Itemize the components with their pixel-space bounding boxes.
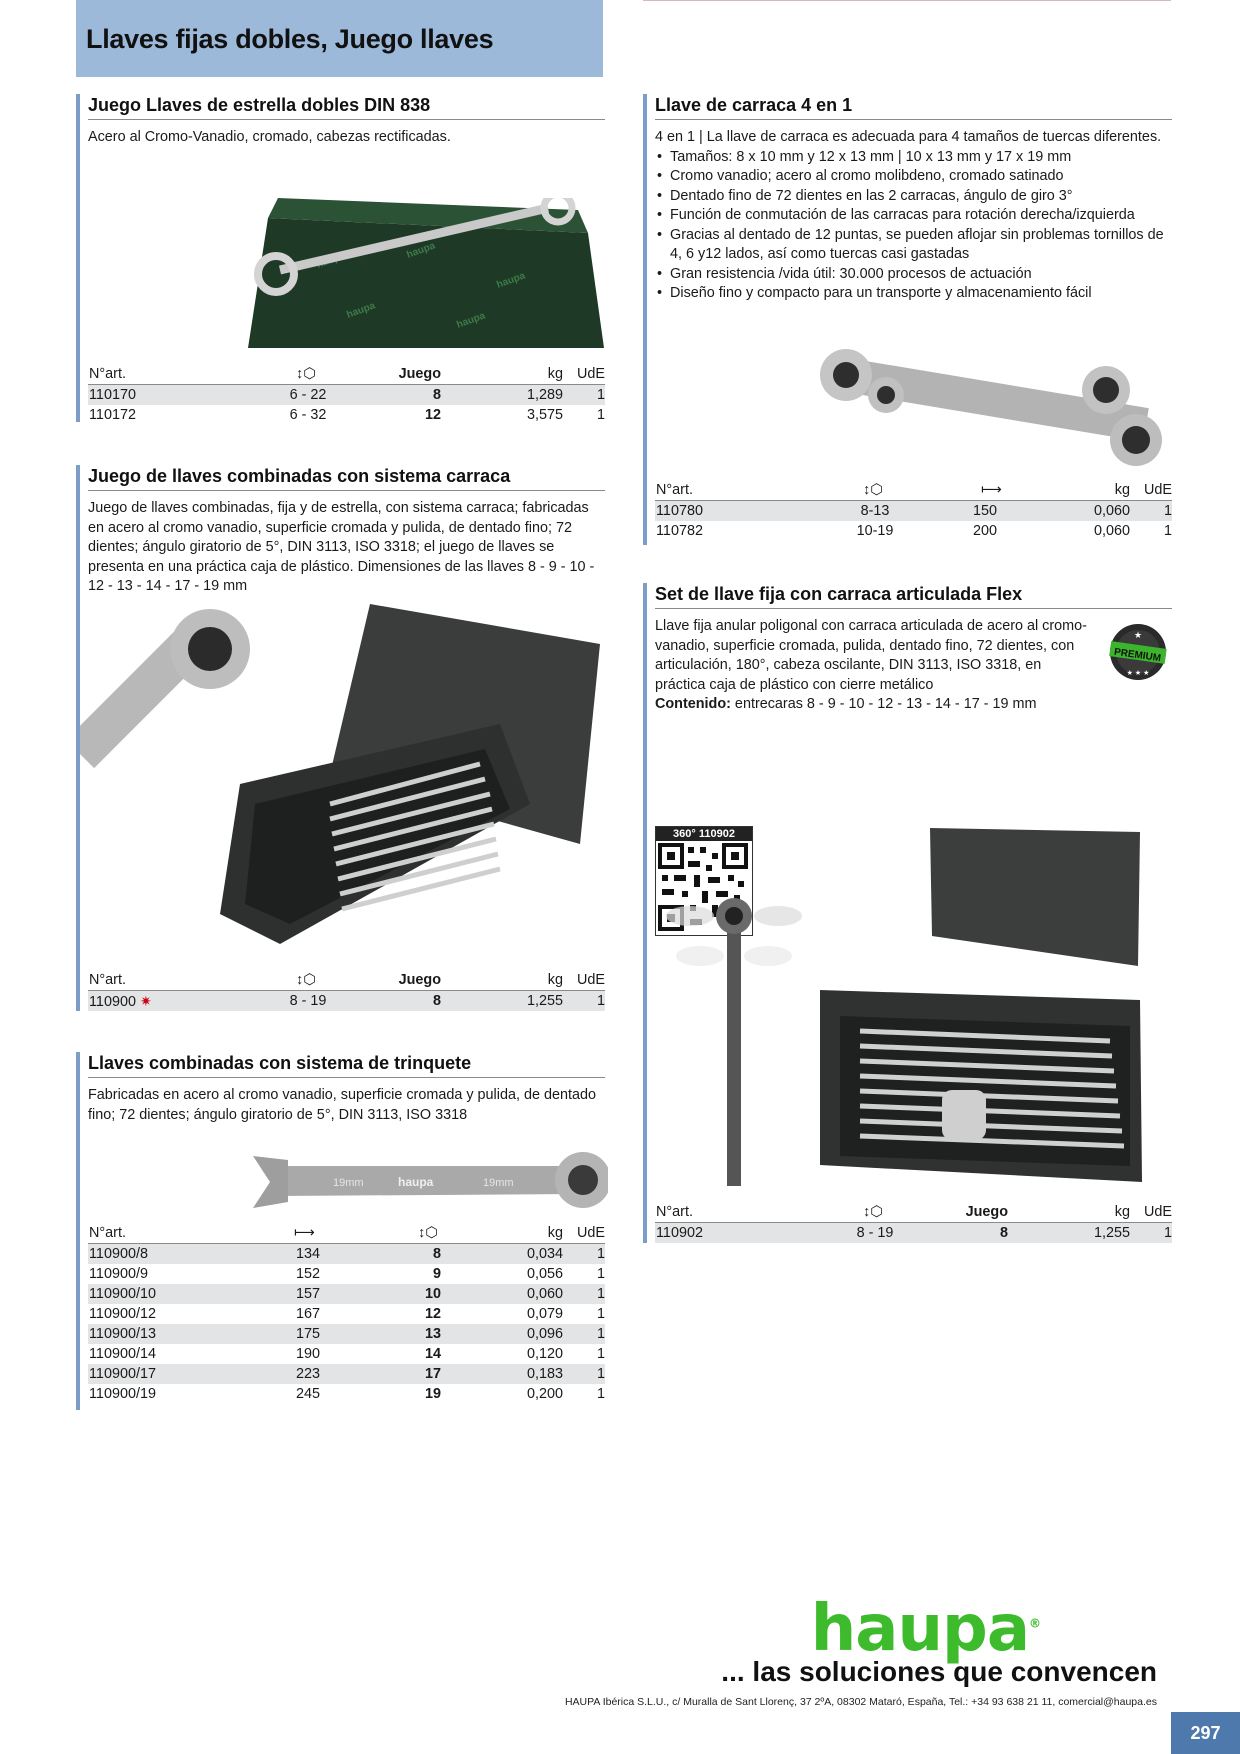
- cell-ude: 1: [1163, 523, 1172, 539]
- table-row: [88, 1344, 605, 1364]
- col-ude: UdE: [577, 366, 605, 382]
- cell-art: 110900/8: [89, 1246, 148, 1262]
- table-row: [655, 521, 1172, 541]
- cell-length: 134: [295, 1246, 320, 1262]
- col-ude: UdE: [577, 972, 605, 988]
- cell-art: 110782: [656, 523, 703, 539]
- description-text: Llave fija anular poligonal con carraca articulada de acero al cromo-vanadio, superficie cromada, pulida, dentado fino, 72 dientes, con articulación, 180°, cabeza oscilante, DIN 3113, ISO 3318, en práctica caja de plástico con cierre metálico: [655, 618, 1087, 693]
- cell-size: 8 - 19: [289, 993, 327, 1009]
- feature-item: • Cromo vanadio; acero al cromo molibdeno, cromado satinado: [655, 167, 1172, 187]
- section-accent-bar: [76, 465, 80, 1011]
- col-ude: UdE: [1144, 482, 1172, 498]
- cell-set: 8: [432, 993, 441, 1009]
- col-art: N°art.: [89, 1225, 126, 1241]
- col-art: N°art.: [89, 366, 126, 382]
- section-flex-ratchet-set: [643, 583, 1172, 715]
- cell-size: 12: [424, 1306, 441, 1322]
- feature-item: • Función de conmutación de las carracas para rotación derecha/izquierda: [655, 206, 1172, 226]
- feature-item: • Diseño fino y compacto para un transporte y almacenamiento fácil: [655, 284, 1172, 304]
- table-row: [88, 1264, 605, 1284]
- cell-ude: 1: [596, 1386, 605, 1402]
- cell-length: 150: [972, 503, 997, 519]
- table-ratchet-combination-wrenches: [88, 1223, 605, 1404]
- cell-art: 110900/17: [89, 1366, 156, 1382]
- section-title: Llaves combinadas con sistema de trinquete: [88, 1052, 605, 1078]
- cell-art: 110900/19: [89, 1386, 156, 1402]
- cell-art: 110900/14: [89, 1346, 156, 1362]
- cell-ude: 1: [1163, 503, 1172, 519]
- slogan: ... las soluciones que convencen: [721, 1656, 1157, 1687]
- table-row: [88, 1384, 605, 1404]
- feature-item: • Dentado fino de 72 dientes en las 2 carracas, ángulo de giro 3°: [655, 187, 1172, 207]
- table-double-ring-set: [88, 364, 605, 425]
- page-title: Llaves fijas dobles, Juego llaves: [86, 24, 494, 54]
- cell-kg: 1,255: [1093, 1225, 1130, 1241]
- cell-kg: 0,120: [526, 1346, 563, 1362]
- cell-size: 8: [432, 1246, 441, 1262]
- cell-size: 6 - 32: [289, 407, 327, 423]
- cell-kg: 1,255: [526, 993, 563, 1009]
- cell-art: 110900/13: [89, 1326, 156, 1342]
- table-row: [88, 1244, 605, 1264]
- length-arrow-icon: ⟼: [294, 1225, 315, 1241]
- cell-kg: 0,200: [526, 1386, 563, 1402]
- col-art: N°art.: [89, 972, 126, 988]
- header-band: [76, 0, 603, 77]
- col-set: Juego: [398, 972, 441, 988]
- cell-ude: 1: [596, 1346, 605, 1362]
- feature-item: • Gran resistencia /vida útil: 30.000 procesos de actuación: [655, 265, 1172, 285]
- wrench-size-mark-left: 19mm: [333, 1177, 364, 1189]
- cell-art: 110780: [656, 503, 703, 519]
- section-4in1-ratchet: [643, 94, 1172, 304]
- cell-ude: 1: [596, 1246, 605, 1262]
- cell-ude: 1: [596, 1286, 605, 1302]
- size-hex-icon: ↕⬡: [863, 1204, 883, 1220]
- size-hex-icon: ↕⬡: [418, 1225, 438, 1241]
- section-double-ring-set: [76, 94, 605, 148]
- section-accent-bar: [643, 583, 647, 1243]
- cell-kg: 1,289: [526, 387, 563, 403]
- cell-size: 10-19: [856, 523, 894, 539]
- section-description: [655, 617, 1095, 715]
- cell-length: 167: [295, 1306, 320, 1322]
- section-description: Fabricadas en acero al cromo vanadio, superficie cromada y pulida, de dentado fino; 72 dientes; ángulo giratorio de 5°, DIN 3113, ISO 3318: [88, 1087, 596, 1123]
- cell-art: 110900/9: [89, 1266, 148, 1282]
- new-star-icon: ✷: [139, 993, 152, 1009]
- section-accent-bar: [643, 94, 647, 545]
- feature-list: [655, 148, 1172, 304]
- table-4in1-ratchet: [655, 480, 1172, 541]
- cell-kg: 0,183: [526, 1366, 563, 1382]
- cell-size: 6 - 22: [289, 387, 327, 403]
- premium-badge-icon: [1108, 622, 1168, 682]
- table-row: [88, 1304, 605, 1324]
- cell-kg: 0,079: [526, 1306, 563, 1322]
- cell-size: 17: [424, 1366, 441, 1382]
- cell-art: 110900: [89, 994, 136, 1010]
- cell-ude: 1: [596, 387, 605, 403]
- qr-label: 360° 110902: [656, 827, 752, 841]
- svg-text:haupa: haupa: [405, 240, 437, 261]
- ratchet-set-case-image: [80, 604, 605, 956]
- intro-text: 4 en 1 | La llave de carraca es adecuada para 4 tamaños de tuercas diferentes.: [655, 129, 1162, 145]
- col-set: Juego: [965, 1204, 1008, 1220]
- cell-length: 157: [295, 1286, 320, 1302]
- size-hex-icon: ↕⬡: [296, 366, 316, 382]
- top-rule: [643, 0, 1171, 1]
- col-kg: kg: [547, 972, 563, 988]
- ratchet-wrench-image: [248, 1146, 608, 1216]
- section-accent-bar: [76, 1052, 80, 1410]
- table-row: [88, 385, 605, 405]
- col-set: Juego: [398, 366, 441, 382]
- section-title: Llave de carraca 4 en 1: [655, 94, 1172, 120]
- cell-kg: 0,060: [1093, 503, 1130, 519]
- table-header: [655, 480, 1172, 501]
- double-ring-wrench-box-image: [248, 198, 608, 350]
- cell-length: 200: [972, 523, 997, 539]
- table-header: [88, 1223, 605, 1244]
- registered-mark: ®: [1029, 1616, 1040, 1631]
- table-row: [88, 405, 605, 425]
- page-number: 297: [1171, 1712, 1240, 1754]
- col-art: N°art.: [656, 482, 693, 498]
- cell-ude: 1: [596, 1266, 605, 1282]
- cell-size: 8 - 19: [856, 1225, 894, 1241]
- cell-kg: 0,096: [526, 1326, 563, 1342]
- cell-ude: 1: [596, 993, 605, 1009]
- svg-text:haupa: haupa: [315, 250, 347, 271]
- table-ratchet-combination-set: [88, 970, 605, 1011]
- svg-text:haupa: haupa: [345, 300, 377, 321]
- flex-ratchet-set-case-image: [660, 826, 1146, 1188]
- size-hex-icon: ↕⬡: [296, 972, 316, 988]
- cell-ude: 1: [596, 1306, 605, 1322]
- col-ude: UdE: [1144, 1204, 1172, 1220]
- cell-ude: 1: [1163, 1225, 1172, 1241]
- table-header: [655, 1202, 1172, 1223]
- cell-kg: 0,060: [1093, 523, 1130, 539]
- svg-text:haupa: haupa: [455, 310, 487, 331]
- cell-size: 14: [424, 1346, 441, 1362]
- cell-art: 110170: [89, 387, 136, 403]
- content-value: entrecaras 8 - 9 - 10 - 12 - 13 - 14 - 17 - 19 mm: [730, 696, 1037, 712]
- 4in1-ratchet-image: [816, 345, 1176, 467]
- section-title: Juego Llaves de estrella dobles DIN 838: [88, 94, 605, 120]
- section-accent-bar: [76, 94, 80, 422]
- feature-item: • Tamaños: 8 x 10 mm y 12 x 13 mm | 10 x 13 mm y 17 x 19 mm: [655, 148, 1172, 168]
- cell-art: 110900/10: [89, 1286, 156, 1302]
- col-ude: UdE: [577, 1225, 605, 1241]
- table-row: [88, 991, 605, 1011]
- length-arrow-icon: ⟼: [981, 482, 1002, 498]
- cell-set: 12: [424, 407, 441, 423]
- svg-text:★: ★: [1133, 630, 1143, 640]
- wrench-brand-mark: haupa: [398, 1175, 434, 1189]
- cell-kg: 0,056: [526, 1266, 563, 1282]
- section-description: Acero al Cromo-Vanadio, cromado, cabezas rectificadas.: [88, 129, 451, 145]
- cell-ude: 1: [596, 1366, 605, 1382]
- premium-label: PREMIUM: [1113, 646, 1162, 665]
- svg-text:★ ★ ★: ★ ★ ★: [1126, 670, 1150, 677]
- cell-length: 152: [295, 1266, 320, 1282]
- table-row: [88, 1284, 605, 1304]
- section-title: Set de llave fija con carraca articulada Flex: [655, 583, 1172, 609]
- content-label: Contenido:: [655, 696, 731, 712]
- col-art: N°art.: [656, 1204, 693, 1220]
- svg-text:haupa: haupa: [495, 270, 527, 291]
- cell-art: 110900/12: [89, 1306, 156, 1322]
- cell-length: 245: [295, 1386, 320, 1402]
- cell-kg: 0,060: [526, 1286, 563, 1302]
- section-description: [655, 128, 1172, 304]
- cell-size: 9: [432, 1266, 441, 1282]
- cell-kg: 3,575: [526, 407, 563, 423]
- cell-set: 8: [999, 1225, 1008, 1241]
- cell-ude: 1: [596, 407, 605, 423]
- cell-size: 10: [424, 1286, 441, 1302]
- col-kg: kg: [1114, 482, 1130, 498]
- col-kg: kg: [547, 1225, 563, 1241]
- size-hex-icon: ↕⬡: [863, 482, 883, 498]
- table-flex-ratchet-set: [655, 1202, 1172, 1243]
- col-kg: kg: [1114, 1204, 1130, 1220]
- cell-size: 13: [424, 1326, 441, 1342]
- table-row: [655, 501, 1172, 521]
- cell-size: 19: [424, 1386, 441, 1402]
- table-header: [88, 970, 605, 991]
- table-header: [88, 364, 605, 385]
- logo-text: haupa: [810, 1592, 1029, 1666]
- table-row: [88, 1364, 605, 1384]
- table-row: [88, 1324, 605, 1344]
- cell-size: 8-13: [860, 503, 890, 519]
- section-ratchet-combination-wrenches: [76, 1052, 605, 1125]
- cell-length: 175: [295, 1326, 320, 1342]
- cell-art: 110902: [656, 1225, 703, 1241]
- cell-kg: 0,034: [526, 1246, 563, 1262]
- company-address: HAUPA Ibérica S.L.U., c/ Muralla de Sant Llorenç, 37 2ºA, 08302 Mataró, España, Tel.: +34 93 638 21 11, comercial@haupa.es: [564, 1696, 1157, 1708]
- cell-ude: 1: [596, 1326, 605, 1342]
- section-description: Juego de llaves combinadas, fija y de estrella, con sistema carraca; fabricadas en acero al cromo vanadio, superficie cromada y pulida, de dentado fino; 72 dientes; ángulo giratorio de 5°, DIN 3113, ISO 3318; el juego de llaves se presenta en una práctica caja de plástico. Dimensiones de las llaves 8 - 9 - 10 - 12 - 13 - 14 - 17 - 19 mm: [88, 500, 595, 594]
- table-row: [655, 1223, 1172, 1243]
- cell-set: 8: [432, 387, 441, 403]
- cell-length: 190: [295, 1346, 320, 1362]
- cell-art: 110172: [89, 407, 136, 423]
- feature-item: • Gracias al dentado de 12 puntas, se pueden aflojar sin problemas tornillos de 4, 6 y12 lados, así como tuercas casi gastadas: [655, 226, 1172, 265]
- haupa-logo: [811, 1592, 1040, 1666]
- section-ratchet-combination-set: [76, 465, 605, 597]
- col-kg: kg: [547, 366, 563, 382]
- section-title: Juego de llaves combinadas con sistema carraca: [88, 465, 605, 491]
- cell-length: 223: [295, 1366, 320, 1382]
- wrench-size-mark-right: 19mm: [483, 1177, 514, 1189]
